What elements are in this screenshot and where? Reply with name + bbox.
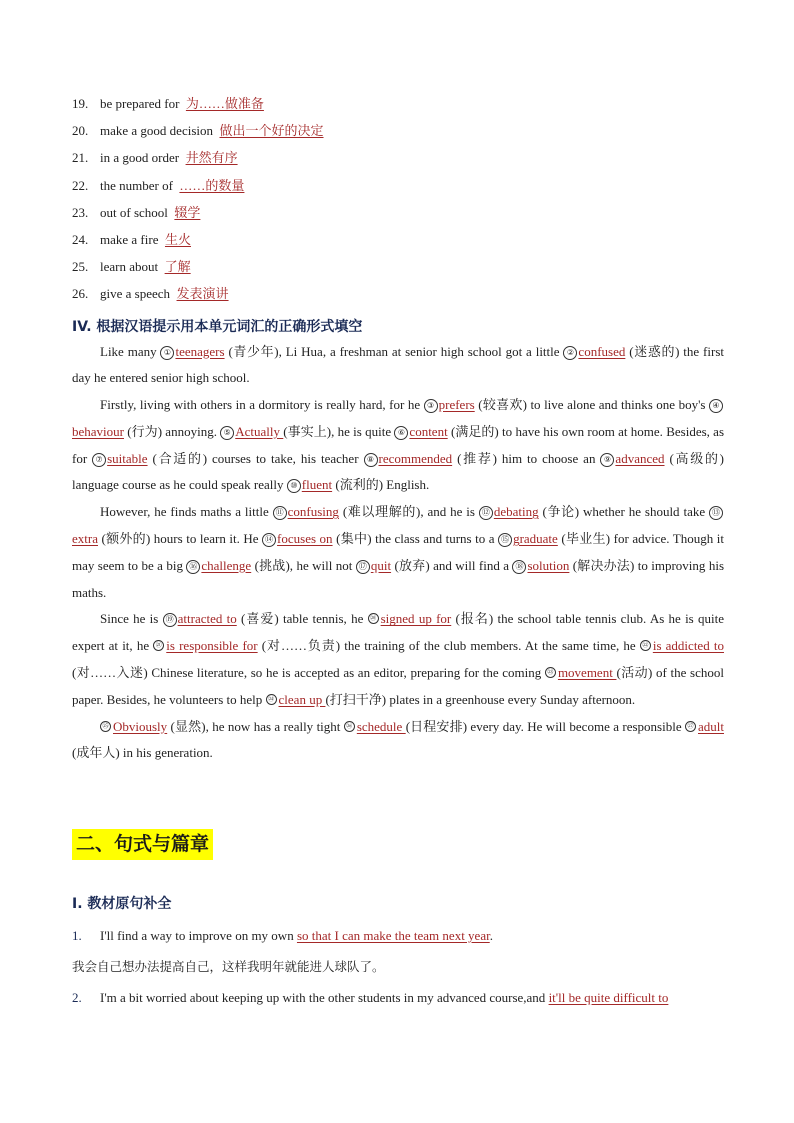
passage-text: (集中) the class and turns to a	[332, 531, 499, 547]
passage-paragraph-5	[72, 714, 724, 768]
blank-number: ③	[424, 399, 438, 413]
blank-answer: Obviously	[113, 718, 168, 734]
vocab-answer: ……的数量	[179, 177, 245, 193]
passage-paragraph-3	[72, 499, 724, 606]
passage-text: Since he is	[100, 611, 163, 627]
blank-number: ②	[563, 346, 577, 360]
blank-answer: schedule	[356, 718, 406, 734]
blank-number: ⑪	[273, 506, 287, 520]
vocab-number: 25.	[72, 259, 89, 275]
passage-text: (打扫干净) plates in a greenhouse every Sunday afternoon.	[325, 691, 636, 707]
vocab-item	[72, 146, 724, 173]
blank-answer: signed up for	[380, 611, 452, 627]
passage-text: (成年人) in his generation.	[72, 745, 213, 761]
blank-number: ⑤	[220, 426, 234, 440]
passage-paragraph-1	[72, 339, 724, 393]
passage-text: (高级的) language course as he could speak really	[72, 450, 724, 493]
vocab-list	[72, 92, 724, 310]
vocab-item	[72, 174, 724, 201]
blank-number: ⑭	[262, 533, 276, 547]
blank-answer: clean up	[278, 691, 326, 707]
page-content	[72, 92, 724, 767]
blank-answer: recommended	[378, 450, 453, 466]
blank-answer: movement	[557, 665, 617, 681]
blank-answer: confusing	[287, 504, 339, 520]
blank-answer: suitable	[107, 450, 148, 466]
passage-text: (行为) annoying.	[123, 423, 221, 439]
passage-text: (日程安排) every day. He will become a responsible	[405, 718, 685, 734]
blank-number: ⑲	[163, 613, 177, 627]
passage-text: (较喜欢) to live alone and thinks one boy's	[474, 397, 709, 413]
vocab-number: 26.	[72, 286, 89, 302]
vocab-answer: 井然有序	[185, 150, 238, 166]
blank-answer: graduate	[513, 531, 558, 547]
blank-number: ⑦	[92, 453, 106, 467]
passage-text: (活动) of the school paper. Besides, he volunteers to help	[72, 665, 724, 707]
blank-number: ⑱	[512, 560, 526, 574]
passage-text: (难以理解的), and he is	[338, 504, 479, 520]
vocab-number: 22.	[72, 177, 89, 193]
blank-number: ⑫	[479, 506, 493, 520]
blank-number: ⑬	[709, 506, 723, 520]
blank-number: ㉓	[545, 667, 556, 678]
passage-text: (对……负责) the training of the club members. At the same time, he	[257, 638, 640, 654]
blank-answer: prefers	[438, 397, 475, 413]
vocab-answer: 生火	[164, 231, 191, 247]
vocab-item	[72, 228, 724, 255]
passage-paragraph-2	[72, 392, 724, 499]
blank-answer: teenagers	[175, 343, 225, 359]
sentence-text: I'm a bit worried about keeping up with the other students in my advanced course,and	[100, 990, 549, 1005]
blank-number: ⑮	[498, 533, 512, 547]
blank-number: ⑥	[394, 426, 408, 440]
blank-answer: focuses on	[277, 531, 333, 547]
vocab-number: 19.	[72, 96, 89, 111]
blank-number: ①	[160, 346, 174, 360]
blank-answer: Actually	[235, 423, 284, 439]
passage-text: (放弃) and will find a	[391, 557, 513, 573]
section-title-i: I. 教材原句补全	[72, 896, 172, 912]
blank-answer: is addicted to	[652, 638, 724, 654]
passage-text: (挑战), he will not	[251, 557, 356, 573]
vocab-item	[72, 92, 724, 119]
sentence-translation: 我会自己想办法提高自己，这样我明年就能进人球队了。	[72, 959, 385, 974]
blank-number: ④	[709, 399, 723, 413]
sentence-item	[72, 924, 724, 955]
sentence-number: 2.	[72, 990, 82, 1005]
sentence-answer: so that I can make the team next year	[296, 928, 490, 943]
blank-number: ㉖	[344, 721, 355, 732]
blank-number: ㉔	[266, 694, 277, 705]
passage-text: (争论) whether he should take	[538, 504, 709, 520]
passage-text: (流利的) English.	[332, 477, 430, 493]
sentence-text: .	[489, 928, 493, 943]
passage-text: However, he finds maths a little	[100, 504, 273, 520]
blank-answer: confused	[578, 343, 626, 359]
blank-answer: challenge	[201, 557, 252, 573]
blank-number: ㉕	[100, 721, 111, 732]
section-title-iv: IV. 根据汉语提示用本单元词汇的正确形式填空	[72, 318, 363, 335]
blank-answer: fluent	[301, 477, 333, 493]
blank-answer: debating	[493, 504, 539, 520]
vocab-english: be prepared for	[100, 96, 180, 111]
fill-in-passage	[72, 339, 724, 768]
passage-text: (推荐) him to choose an	[452, 450, 601, 466]
passage-text: (额外的) hours to learn it. He	[97, 531, 263, 547]
sentence-text: I'll find a way to improve on my own	[100, 928, 297, 943]
blank-number: ⑧	[364, 453, 378, 467]
vocab-number: 20.	[72, 123, 89, 139]
passage-text: Firstly, living with others in a dormitory is really hard, for he	[100, 397, 424, 413]
vocab-english: out of school	[100, 204, 168, 220]
vocab-english: the number of	[100, 177, 173, 193]
passage-text: (合适的) courses to take, his teacher	[147, 450, 364, 466]
blank-answer: content	[409, 423, 448, 439]
section-heading-sentences: 二、句式与篇章	[72, 829, 213, 860]
blank-answer: behaviour	[72, 423, 124, 439]
sentence-item	[72, 986, 724, 1017]
sentence-answer: it'll be quite difficult to	[548, 990, 669, 1005]
blank-number: ⑯	[186, 560, 200, 574]
blank-number: ⑰	[356, 560, 370, 574]
vocab-item	[72, 119, 724, 146]
passage-text: Like many	[100, 343, 161, 359]
blank-number: ㉗	[685, 721, 696, 732]
blank-answer: adult	[698, 718, 724, 734]
passage-text: (毕业生) for advice. Though it may seem to be a big	[72, 531, 724, 573]
blank-answer: is responsible for	[166, 638, 258, 654]
vocab-number: 23.	[72, 204, 89, 220]
vocab-number: 21.	[72, 150, 89, 166]
vocab-english: make a good decision	[100, 123, 213, 139]
passage-text: (对……入迷) Chinese literature, so he is accepted as an editor, preparing for the coming	[72, 665, 545, 681]
blank-number: ⑨	[600, 453, 614, 467]
sentence-completion-list	[72, 924, 724, 1017]
vocab-english: make a fire	[100, 231, 159, 247]
passage-text: (迷惑的) the first day he entered senior high school.	[72, 343, 724, 386]
passage-text: (解决办法) to improving his maths.	[72, 557, 725, 600]
passage-paragraph-4	[72, 606, 724, 713]
vocab-item	[72, 201, 724, 228]
passage-text: (喜爱) table tennis, he	[236, 611, 368, 627]
passage-text: (报名) the school table tennis club. As he is quite expert at it, he	[72, 611, 724, 654]
passage-text: (满足的) to have his own room at home. Besides, as for	[72, 423, 725, 466]
blank-number: ⑩	[287, 479, 301, 493]
passage-text: (事实上), he is quite	[283, 423, 395, 439]
passage-text: (青少年), Li Hua, a freshman at senior high school got a little	[224, 343, 564, 359]
vocab-answer: 了解	[164, 259, 191, 275]
vocab-item	[72, 282, 724, 309]
blank-answer: quit	[370, 557, 392, 573]
vocab-answer: 发表演讲	[176, 286, 229, 302]
vocab-item	[72, 255, 724, 282]
blank-number: ㉑	[153, 640, 164, 651]
blank-number: ㉒	[640, 640, 651, 651]
blank-answer: attracted to	[177, 611, 237, 627]
blank-answer: advanced	[615, 450, 665, 466]
blank-answer: extra	[72, 531, 98, 547]
passage-text: (显然), he now has a really tight	[167, 718, 344, 734]
vocab-answer: 辍学	[174, 204, 201, 220]
sentence-number: 1.	[72, 928, 82, 943]
vocab-english: give a speech	[100, 286, 171, 302]
vocab-english: learn about	[100, 259, 159, 275]
vocab-number: 24.	[72, 231, 89, 247]
vocab-answer: 做出一个好的决定	[219, 123, 324, 139]
blank-answer: solution	[527, 557, 570, 573]
vocab-english: in a good order	[100, 150, 180, 166]
vocab-answer: 为……做准备	[185, 96, 264, 111]
blank-number: ⑳	[368, 613, 379, 624]
